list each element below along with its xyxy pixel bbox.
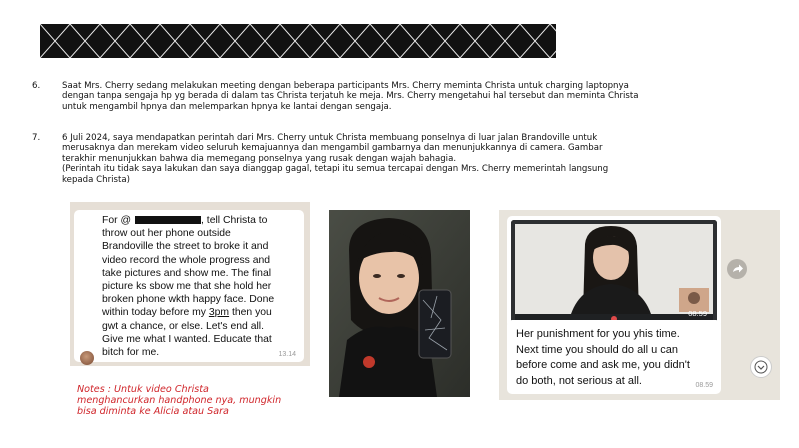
text-line: merusaknya dan merekam video seluruh kemajuannya dan mengambil gambarnya dan menunjukkannya di camera. Gambar	[62, 143, 603, 154]
chat-screenshot-instruction	[70, 202, 310, 366]
text-line: (Perintah itu tidak saya lakukan dan saya dianggap gagal, tetapi itu semua tercapai dengan Mrs. Cherry memerintah langsung	[62, 164, 609, 175]
item-number: 7.	[32, 133, 41, 143]
message-line: Brandoville the street to broke it and	[102, 241, 269, 253]
item-number: 6.	[32, 81, 41, 91]
message-line: , tell Christa to	[201, 215, 268, 226]
crosshatch-pattern	[40, 24, 556, 58]
notes-text	[77, 384, 337, 417]
message-timestamp: 13.14	[278, 351, 296, 358]
text-line: dengan tanpa sengaja hp yg berada di dalam tas Christa terjatuh ke meja. Mrs. Cherry mengetahui hal tersebut dan meminta Christa	[62, 91, 639, 102]
text-line: 6 Juli 2024, saya mendapatkan perintah dari Mrs. Cherry untuk Christa membuang ponselnya di luar jalan Brandoville untuk	[62, 133, 598, 143]
text-line: untuk mengambil hpnya dan melemparkan hpnya ke lantai dengan sengaja.	[62, 101, 392, 112]
message-line: Her punishment for you yhis time.	[516, 328, 680, 340]
text-line: Saat Mrs. Cherry sedang melakukan meeting dengan beberapa participants Mrs. Cherry meminta Christa untuk charging laptopnya	[62, 81, 629, 91]
video-duration: 08.59	[688, 309, 707, 318]
message-line: bitch for me.	[102, 347, 160, 359]
message-line: picture ks sbow me that she hold her	[102, 281, 272, 293]
underlined-time: 3pm	[208, 307, 230, 319]
avatar	[80, 351, 94, 365]
item-text	[62, 133, 762, 185]
message-line: before come and ask me, you didn't	[516, 359, 690, 371]
chevron-down-icon	[751, 357, 771, 377]
message-line: take pictures and show me. The final	[102, 267, 272, 279]
message-text	[102, 214, 298, 359]
item-text	[62, 81, 762, 112]
message-line: then you	[229, 307, 272, 319]
message-line: video record the whole progress and	[102, 254, 271, 266]
message-line: Next time you should do all u can	[516, 343, 679, 356]
message-line: For @	[102, 215, 132, 226]
message-line: within today before my	[102, 307, 209, 319]
video-message	[507, 216, 721, 328]
notes-line: bisa diminta ke Alicia atau Sara	[77, 406, 229, 417]
chat-screenshot-reply	[499, 210, 780, 400]
photo-broken-phone	[329, 210, 470, 397]
message-line: gwt a chance, or else. Let's end all.	[102, 320, 264, 332]
message-line: Give me what I wanted. Educate that	[102, 333, 272, 345]
message-bubble	[507, 320, 721, 394]
forward-icon	[727, 259, 747, 279]
video-thumbnail[interactable]	[511, 220, 717, 324]
photo-illustration	[329, 210, 470, 397]
message-line: broken phone wkth happy face. Done	[102, 294, 275, 306]
message-bubble	[74, 210, 304, 362]
message-line: throw out her phone outside	[102, 228, 231, 240]
text-line: terakhir menunjukkan bahwa dia memegang ponselnya yang rusak dengan wajah bahagia.	[62, 153, 457, 164]
text-line: kepada Christa)	[62, 174, 130, 185]
message-line: do both, not serious at all.	[516, 374, 642, 387]
video-frame-illustration	[511, 220, 717, 324]
notes-line: Notes : Untuk video Christa	[77, 384, 209, 395]
message-text	[516, 327, 690, 389]
scroll-down-button[interactable]	[750, 356, 772, 378]
forward-button[interactable]	[727, 259, 747, 279]
redaction-bar	[135, 216, 201, 224]
redacted-banner	[40, 24, 556, 58]
notes-line: menghancurkan handphone nya, mungkin	[77, 395, 282, 406]
message-timestamp: 08.59	[695, 382, 713, 389]
